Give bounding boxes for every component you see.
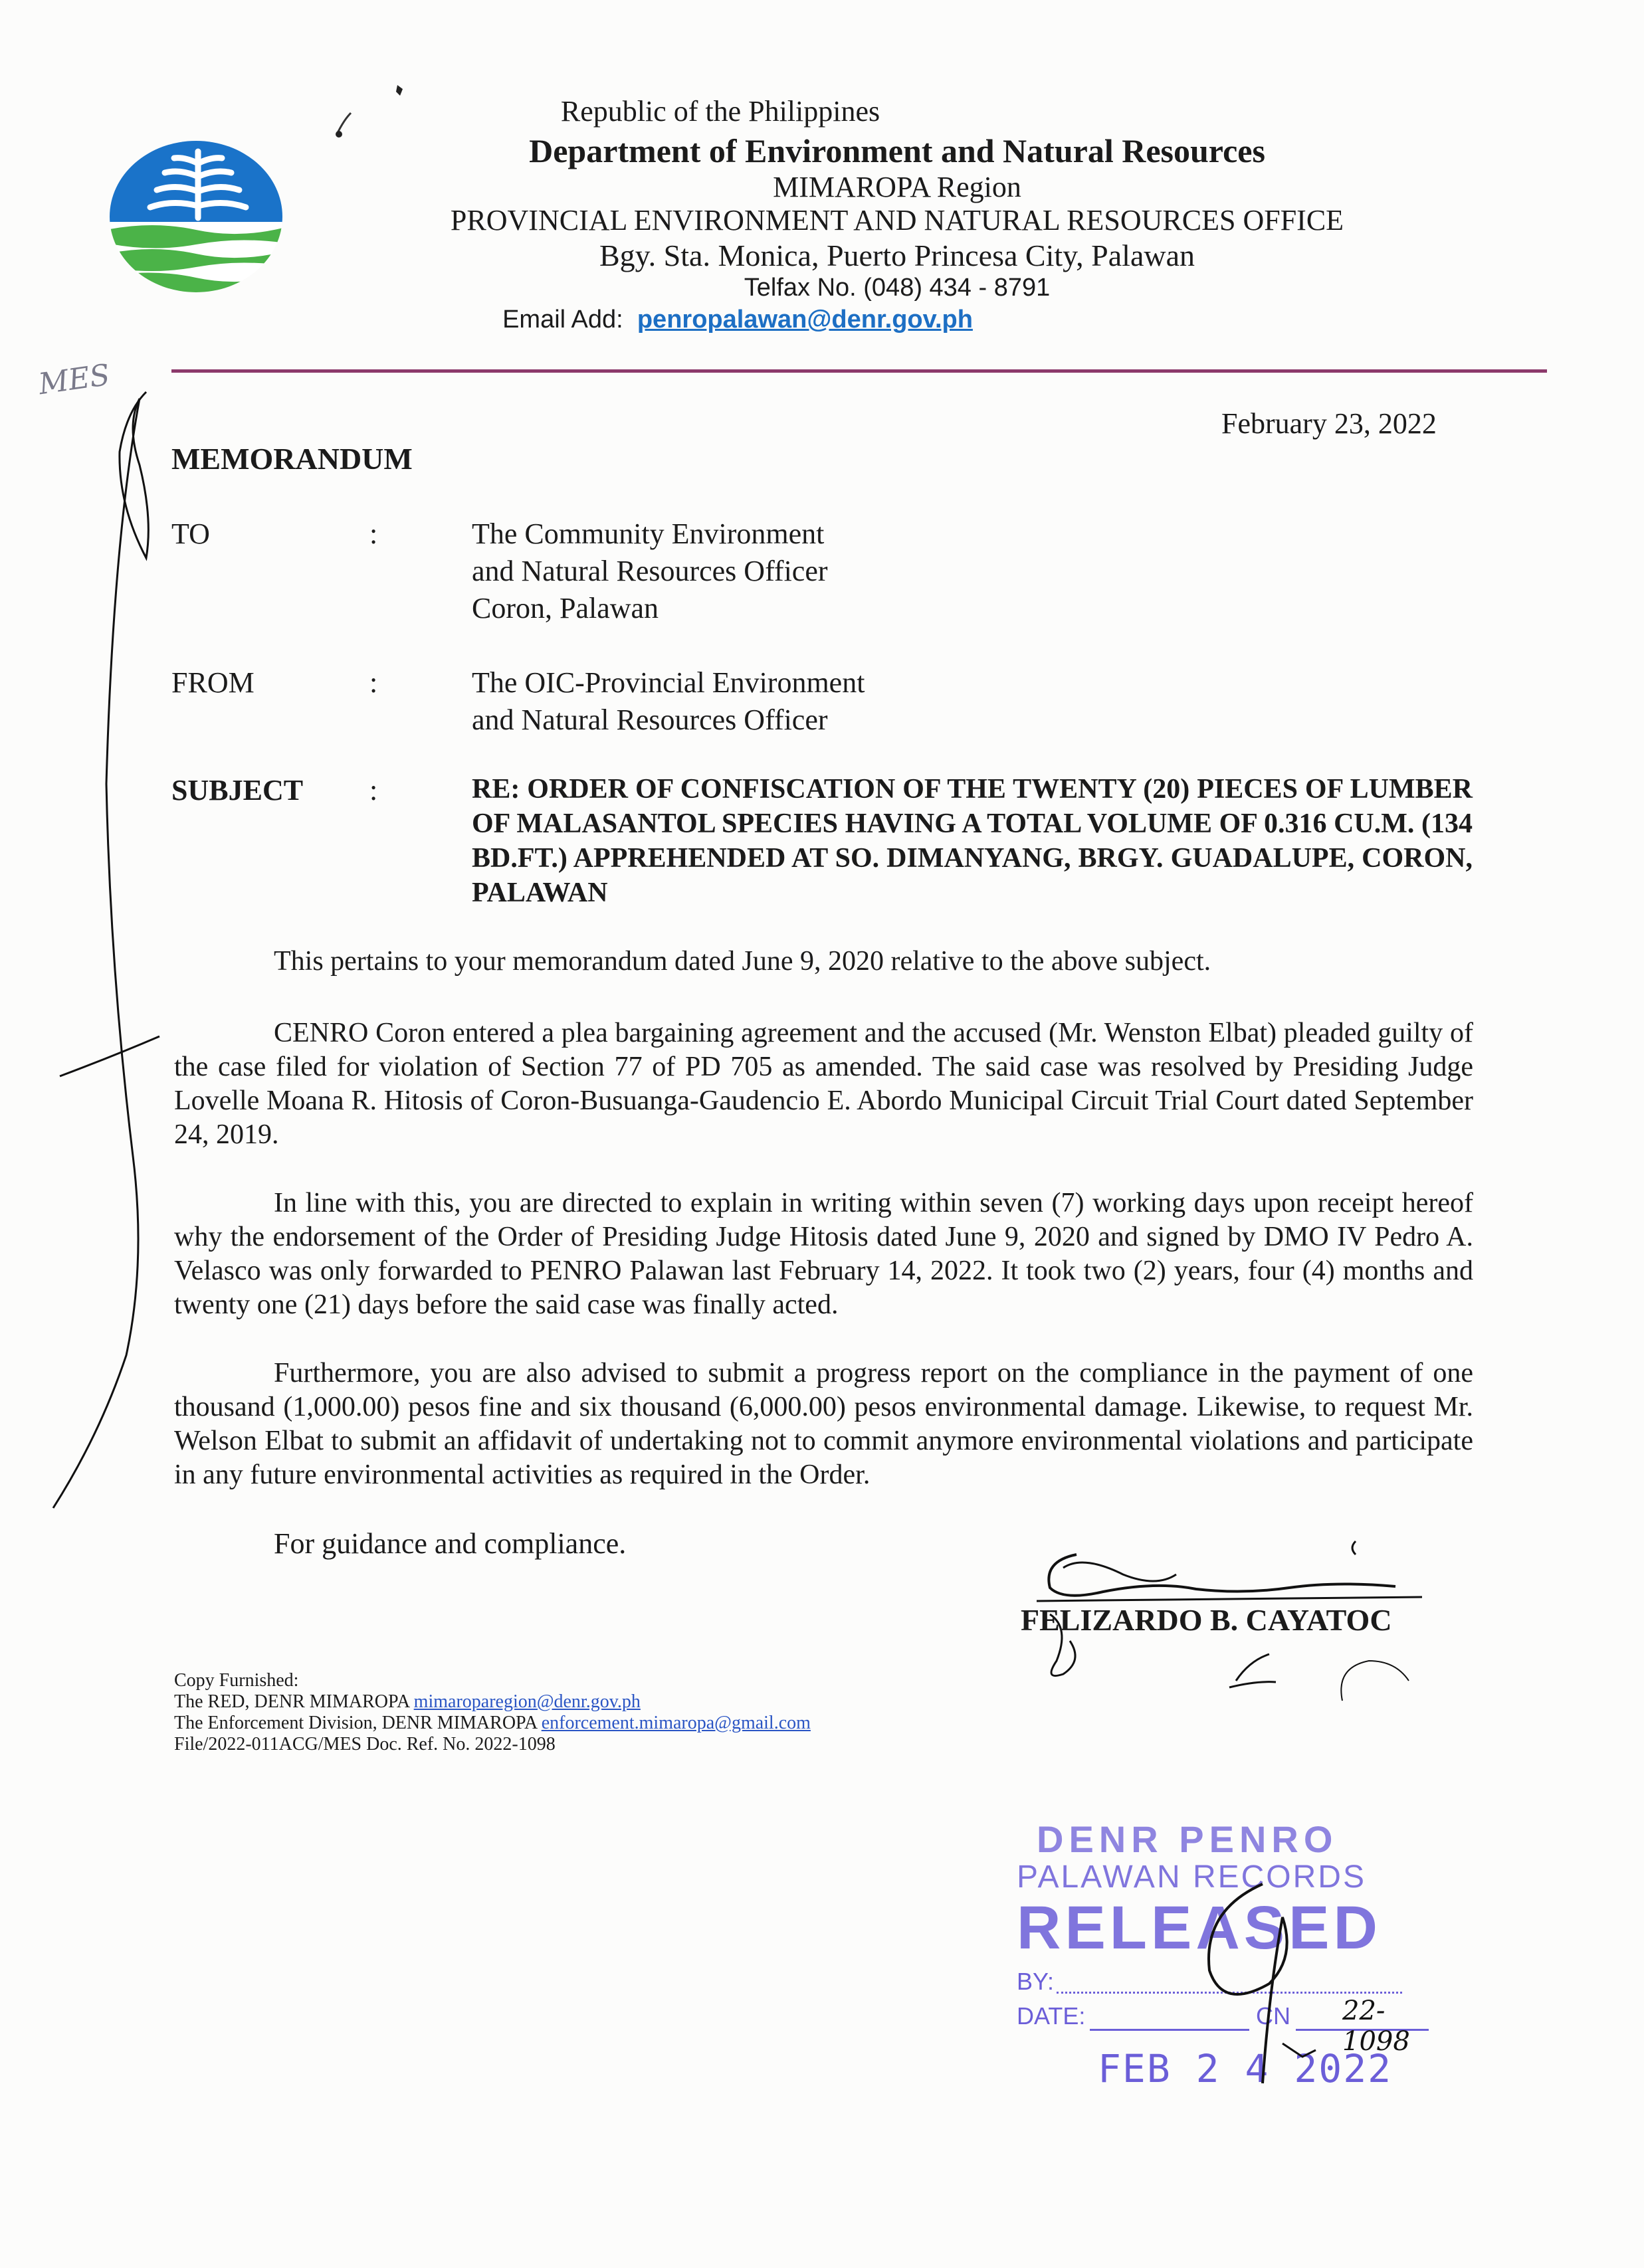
paragraph: Furthermore, you are also advised to submit a progress report on the compliance in the payment of one thousand (1,000.00) pesos fine and six thousand (6,000.00) pesos environmental damage. Likewise, to request Mr. Welson Elbat to submit an affidavit of undertaking not to commit anymore environmental violations and participate in any future environmental activities as required in the Order.: [174, 1358, 1473, 1490]
to-block: [472, 516, 828, 627]
copy-recipient: The RED, DENR MIMAROPA: [174, 1691, 409, 1712]
from-line: and Natural Resources Officer: [472, 704, 828, 736]
to-label: TO: [171, 518, 210, 550]
from-line: The OIC-Provincial Environment: [472, 666, 865, 699]
stamp-scrawl: [1163, 1857, 1336, 2097]
margin-pen-stroke: [47, 385, 179, 1515]
stamp-handwritten-ref: 22-1098: [1342, 1996, 1410, 2057]
subject-text: RE: ORDER OF CONFISCATION OF THE TWENTY (20) PIECES OF LUMBER OF MALASANTOL SPECIES HAVING A TOTAL VOLUME OF 0.316 CU.M. (134 BD.FT.) APPREHENDED AT SO. DIMANYANG, BRGY. GUADALUPE, CORON, PALAWAN: [472, 774, 1473, 908]
stamp-date-label: DATE:: [1017, 2002, 1086, 2030]
stamp-released: RELEASED: [1017, 1894, 1382, 1962]
copy-furnished-heading: Copy Furnished:: [174, 1670, 299, 1691]
margin-initials: MES: [36, 357, 112, 402]
copy-recipient: The Enforcement Division, DENR MIMAROPA: [174, 1713, 537, 1733]
subject-colon: :: [369, 774, 378, 806]
denr-logo: [106, 137, 286, 296]
to-line: and Natural Resources Officer: [472, 555, 828, 587]
memo-date: February 23, 2022: [1221, 407, 1437, 440]
from-colon: :: [369, 666, 378, 699]
file-reference: File/2022-011ACG/MES Doc. Ref. No. 2022-1098: [174, 1734, 556, 1754]
copy-email-link[interactable]: enforcement.mimaropa@gmail.com: [541, 1713, 811, 1733]
to-line: Coron, Palawan: [472, 592, 659, 624]
paragraph: This pertains to your memorandum dated June 9, 2020 relative to the above subject.: [274, 946, 1211, 977]
signatory-name: FELIZARDO B. CAYATOC: [1021, 1603, 1392, 1637]
header-department: Department of Environment and Natural Resources: [529, 132, 1265, 169]
stamp-line: DENR PENRO: [1037, 1818, 1338, 1860]
from-block: [472, 664, 865, 739]
copy-furnished-line: [174, 1691, 641, 1713]
to-line: The Community Environment: [472, 518, 825, 550]
header-office: PROVINCIAL ENVIRONMENT AND NATURAL RESOURCES OFFICE: [450, 204, 1344, 236]
closing-line: For guidance and compliance.: [274, 1527, 627, 1560]
paragraph: In line with this, you are directed to explain in writing within seven (7) working days upon receipt hereof why the endorsement of the Order of Presiding Judge Hitosis dated June 9, 2020 and signed by DMO IV Pedro A. Velasco was only forwarded to PENRO Palawan last February 14, 2022. It took two (2) years, four (4) months and twenty one (21) days before the said case was finally acted.: [174, 1188, 1473, 1320]
paragraph: CENRO Coron entered a plea bargaining agreement and the accused (Mr. Wenston Elbat) pleaded guilty of the case filed for violation of Section 77 of PD 705 as amended. The said case was resolved by Presiding Judge Lovelle Moana R. Hitosis of Coron-Busuanga-Gaudencio E. Abordo Municipal Circuit Trial Court dated September 24, 2019.: [174, 1018, 1473, 1150]
header-divider: [171, 369, 1547, 373]
stamp-cn-label: CN: [1256, 2002, 1290, 2030]
stamp-date-value: FEB 2 4 2022: [1098, 2046, 1393, 2091]
email-label: Email Add:: [502, 306, 623, 333]
header-region: MIMAROPA Region: [773, 171, 1021, 203]
email-link[interactable]: penropalawan@denr.gov.ph: [637, 306, 973, 333]
memo-title: MEMORANDUM: [171, 442, 413, 476]
copy-furnished-line: [174, 1713, 811, 1734]
ink-mark: [324, 73, 417, 146]
from-label: FROM: [171, 666, 255, 699]
copy-email-link[interactable]: mimaroparegion@denr.gov.ph: [413, 1691, 641, 1712]
to-colon: :: [369, 518, 378, 550]
stamp-line: PALAWAN RECORDS: [1017, 1859, 1366, 1895]
header-email: [472, 306, 1003, 334]
released-stamp: [1017, 1818, 1442, 2097]
header-telfax: Telfax No. (048) 434 - 8791: [744, 274, 1051, 302]
stamp-by-label: BY:: [1017, 1968, 1055, 1995]
header-republic: Republic of the Philippines: [560, 95, 880, 128]
header-address: Bgy. Sta. Monica, Puerto Princesa City, Palawan: [599, 238, 1195, 272]
subject-label: SUBJECT: [171, 774, 304, 806]
